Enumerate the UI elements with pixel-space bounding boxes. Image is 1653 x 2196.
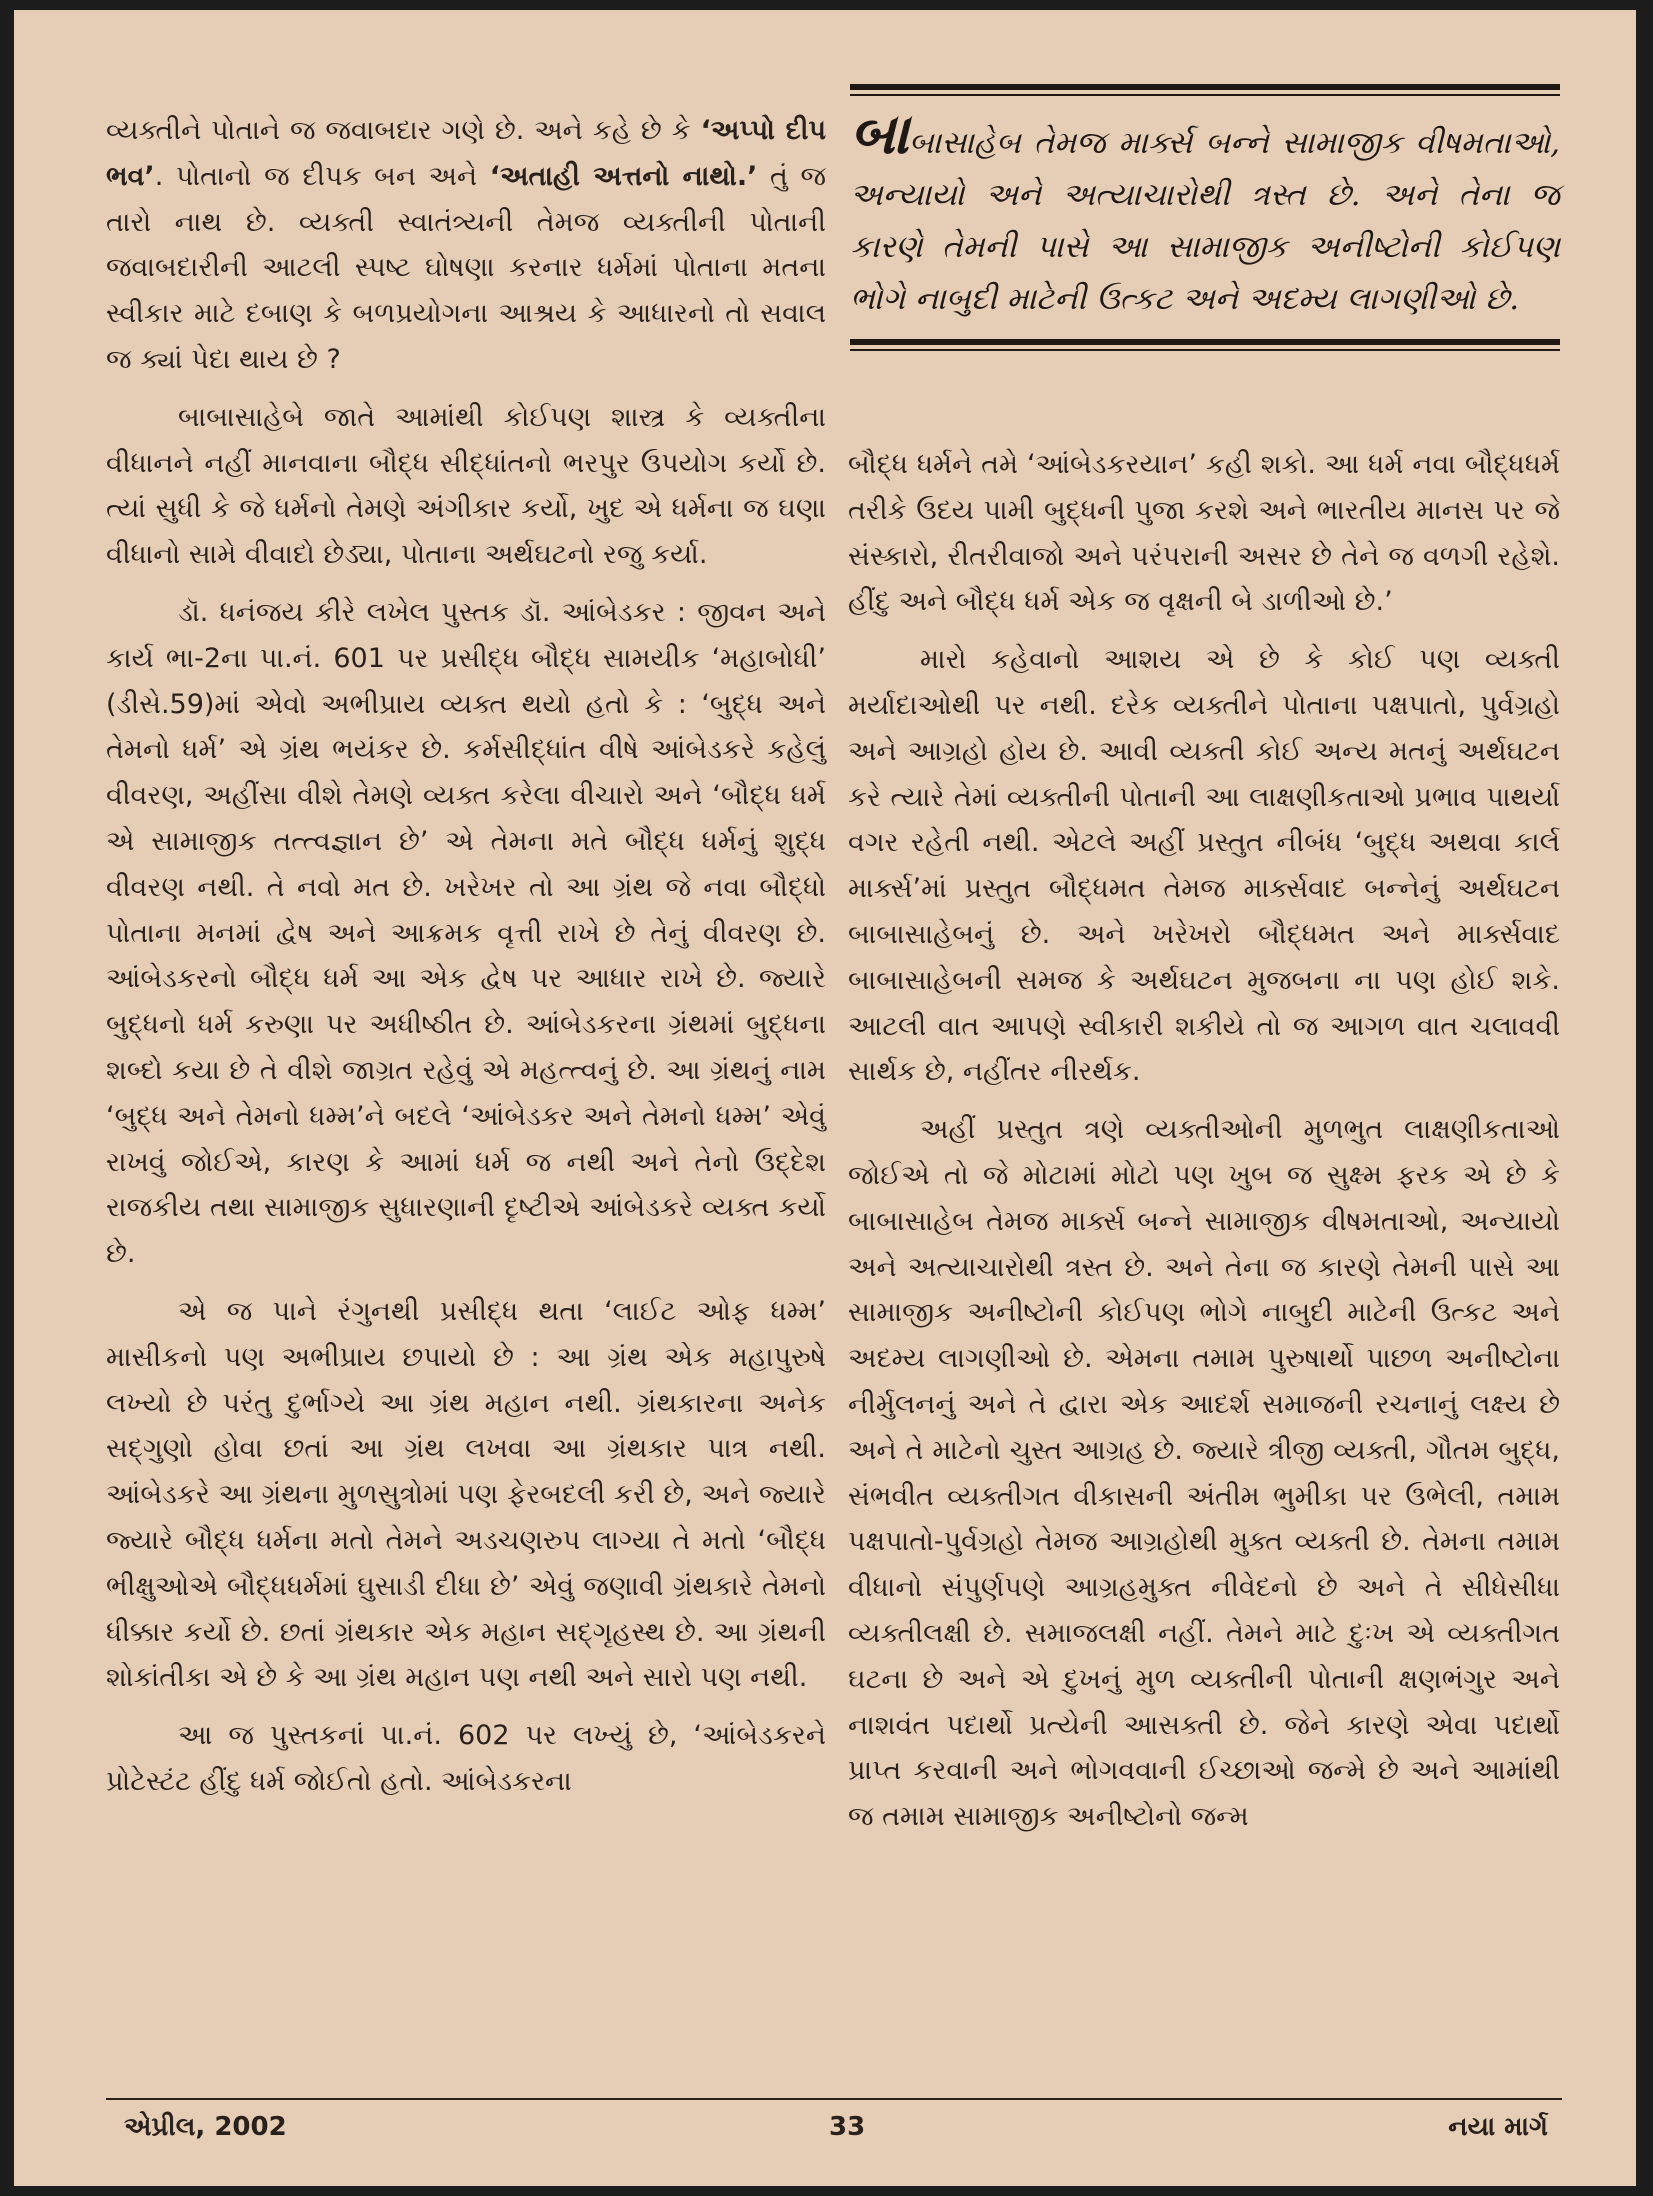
- magazine-page: [14, 10, 1636, 2186]
- pull-quote-dropcap: બા: [850, 101, 909, 167]
- pull-quote-rule-top-thin: [850, 94, 1560, 96]
- left-column-paragraph: [106, 395, 826, 578]
- bold-quote: ‘અતાહી અત્તનો નાથો.’: [489, 160, 758, 192]
- page-number: 33: [829, 2112, 866, 2142]
- text-segment: તું જ તારો નાથ છે. વ્યક્તી સ્વાતંત્ર્યની તેમજ વ્યક્તીની પોતાની જવાબદારીની આટલી સ્પષ્ટ ઘોષણા કરનાર ધર્મમાં પોતાના મતના સ્વીકાર માટે દબાણ કે બળપ્રયોગના આશ્રય કે આધારનો તો સવાલ જ ક્યાં પેદા થાય છે ?: [106, 160, 826, 375]
- text-segment: એ જ પાને રંગુનથી પ્રસીદ્ધ થતા ‘લાઈટ ઓફ ધમ્મ’ માસીકનો પણ અભીપ્રાય છપાયો છે : આ ગ્રંથ એક મહાપુરુષે લખ્યો છે પરંતુ દુર્ભાગ્યે આ ગ્રંથ મહાન નથી. ગ્રંથકારના અનેક સદ્‌ગુણો હોવા છતાં આ ગ્રંથ લખવા આ ગ્રંથકાર પાત્ર નથી. આંબેડકરે આ ગ્રંથના મુળસુત્રોમાં પણ ફેરબદલી કરી છે, અને જ્યારે જ્યારે બૌદ્ધ ધર્મના મતો તેમને અડચણરુપ લાગ્યા તે મતો ‘બૌદ્ધ ભીક્ષુઓએ બૌદ્ધધર્મમાં ઘુસાડી દીધા છે’ એવું જણાવી ગ્રંથકારે તેમનો ધીક્કાર કર્યો છે. છતાં ગ્રંથકાર એક મહાન સદ્‌ગૃહસ્થ છે. આ ગ્રંથની શોકાંતીકા એ છે કે આ ગ્રંથ મહાન પણ નથી અને સારો પણ નથી.: [106, 1295, 826, 1694]
- text-segment: અહીં પ્રસ્તુત ત્રણે વ્યક્તીઓની મુળભુત લાક્ષણીકતાઓ જોઈએ તો જે મોટામાં મોટો પણ ખુબ જ સુક્ષ્મ ફરક એ છે કે બાબાસાહેબ તેમજ માર્ક્સ બન્ને સામાજીક વીષમતાઓ, અન્યાયો અને અત્યાચારોથી ત્રસ્ત છે. અને તેના જ કારણે તેમની પાસે આ સામાજીક અનીષ્ટોની કોઈપણ ભોગે નાબુદી માટેની ઉત્કટ અને અદમ્ય લાગણીઓ છે. એમના તમામ પુરુષાર્થો પાછળ અનીષ્ટોના નીર્મુલનનું અને તે દ્વારા એક આદર્શ સમાજની રચનાનું લક્ષ્ય છે અને તે માટેનો ચુસ્ત આગ્રહ છે. જ્યારે ત્રીજી વ્યક્તી, ગૌતમ બુદ્ધ, સંભવીત વ્યક્તીગત વીકાસની અંતીમ ભુમીકા પર ઉભેલી, તમામ પક્ષપાતો-પુર્વગ્રહો તેમજ આગ્રહોથી મુક્ત વ્યક્તી છે. તેમના તમામ વીધાનો સંપુર્ણપણે આગ્રહમુક્ત નીવેદનો છે અને તે સીધેસીધા વ્યક્તીલક્ષી છે. સમાજલક્ષી નહીં. તેમને માટે દુઃખ એ વ્યક્તીગત ઘટના છે અને એ દુખનું મુળ વ્યક્તીની પોતાની ક્ષણભંગુર અને નાશવંત પદાર્થો પ્રત્યેની આસક્તી છે. જેને કારણે એવા પદાર્થો પ્રાપ્ત કરવાની અને ભોગવવાની ઈચ્છાઓ જન્મે છે અને આમાંથી જ તમામ સામાજીક અનીષ્ટોનો જન્મ: [848, 1114, 1560, 1833]
- magazine-name: નયા માર્ગ: [1448, 2112, 1548, 2142]
- right-column-paragraph: [848, 637, 1560, 1095]
- right-column: [848, 442, 1560, 2186]
- text-segment: મારો કહેવાનો આશય એ છે કે કોઈ પણ વ્યક્તી મર્યાદાઓથી પર નથી. દરેક વ્યક્તીને પોતાના પક્ષપાતો, પુર્વગ્રહો અને આગ્રહો હોય છે. આવી વ્યક્તી કોઈ અન્ય મતનું અર્થઘટન કરે ત્યારે તેમાં વ્યક્તીની પોતાની આ લાક્ષણીકતાઓ પ્રભાવ પાથર્યા વગર રહેતી નથી. એટલે અહીં પ્રસ્તુત નીબંધ ‘બુદ્ધ અથવા કાર્લ માર્ક્સ’માં પ્રસ્તુત બૌદ્ધમત તેમજ માર્ક્સવાદ બન્નેનું અર્થઘટન બાબાસાહેબનું છે. અને ખરેખરો બૌદ્ધમત અને માર્ક્સવાદ બાબાસાહેબની સમજ કે અર્થઘટન મુજબના ના પણ હોઈ શકે. આટલી વાત આપણે સ્વીકારી શકીયે તો જ આગળ વાત ચલાવવી સાર્થક છે, નહીંતર નીરર્થક.: [848, 644, 1560, 1088]
- right-column-paragraph: [848, 442, 1560, 625]
- right-column-paragraph: [848, 1107, 1560, 1840]
- pull-quote-rule-bottom: [850, 339, 1560, 345]
- bold-quote: ‘અપ્પો દીપ ભવ’: [106, 115, 827, 192]
- footer-date: એપ્રીલ, 2002: [124, 2112, 287, 2142]
- footer-divider: [106, 2098, 1562, 2100]
- left-column-paragraph: [106, 1713, 826, 1805]
- pull-quote: [850, 84, 1560, 351]
- text-segment: . પોતાનો જ દીપક બન અને: [154, 160, 490, 192]
- left-column-paragraph: [106, 1289, 826, 1701]
- left-column: [106, 108, 826, 2168]
- pull-quote-rule-bottom-thin: [850, 349, 1560, 351]
- pull-quote-rule-top: [850, 84, 1560, 90]
- text-segment: ડૉ. ધનંજય કીરે લખેલ પુસ્તક ડૉ. આંબેડકર : જીવન અને કાર્ય ભા-2ના પા.નં. 601 પર પ્રસીદ્ધ બૌદ્ધ સામયીક ‘મહાબોધી’ (ડીસે.59)માં એવો અભીપ્રાય વ્યક્ત થયો હતો કે : ‘બુદ્ધ અને તેમનો ધર્મ’ એ ગ્રંથ ભયંકર છે. કર્મસીદ્ધાંત વીષે આંબેડકરે કહેલું વીવરણ, અહીંસા વીશે તેમણે વ્યક્ત કરેલા વીચારો અને ‘બૌદ્ધ ધર્મ એ સામાજીક તત્ત્વજ્ઞાન છે’ એ તેમના મતે બૌદ્ધ ધર્મનું શુદ્ધ વીવરણ નથી. તે નવો મત છે. ખરેખર તો આ ગ્રંથ જે નવા બૌદ્ધો પોતાના મનમાં દ્વેષ અને આક્રમક વૃત્તી રાખે છે તેનું વીવરણ છે. આંબેડકરનો બૌદ્ધ ધર્મ આ એક દ્વેષ પર આધાર રાખે છે. જ્યારે બુદ્ધનો ધર્મ કરુણા પર અધીષ્ઠીત છે. આંબેડકરના ગ્રંથમાં બુદ્ધના શબ્દો કયા છે તે વીશે જાગ્રત રહેવું એ મહત્ત્વનું છે. આ ગ્રંથનું નામ ‘બુદ્ધ અને તેમનો ધમ્મ’ને બદલે ‘આંબેડકર અને તેમનો ધમ્મ’ એવું રાખવું જોઈએ, કારણ કે આમાં ધર્મ જ નથી અને તેનો ઉદ્દેશ રાજકીય તથા સામાજીક સુધારણાની દૃષ્ટીએ આંબેડકરે વ્યક્ત કર્યો છે.: [106, 596, 826, 1270]
- text-segment: બૌદ્ધ ધર્મને તમે ‘આંબેડકરયાન’ કહી શકો. આ ધર્મ નવા બૌદ્ધધર્મ તરીકે ઉદય પામી બુદ્ધની પુજા કરશે અને ભારતીય માનસ પર જે સંસ્કારો, રીતરીવાજો અને પરંપરાની અસર છે તેને જ વળગી રહેશે. હીંદુ અને બૌદ્ધ ધર્મ એક જ વૃક્ષની બે ડાળીઓ છે.’: [848, 449, 1560, 618]
- pull-quote-text: [850, 101, 1560, 325]
- text-segment: વ્યક્તીને પોતાને જ જવાબદાર ગણે છે. અને કહે છે કે: [106, 115, 701, 146]
- text-segment: બાબાસાહેબે જાતે આમાંથી કોઈપણ શાસ્ત્ર કે વ્યક્તીના વીધાનને નહીં માનવાના બૌદ્ધ સીદ્ધાંતનો ભરપુર ઉપયોગ કર્યો છે. ત્યાં સુધી કે જે ધર્મનો તેમણે અંગીકાર કર્યો, ખુદ એ ધર્મના જ ઘણા વીધાનો સામે વીવાદો છેડ્યા, પોતાના અર્થઘટનો રજુ કર્યા.: [106, 401, 826, 571]
- left-column-paragraph: [106, 590, 826, 1277]
- text-segment: આ જ પુસ્તકનાં પા.નં. 602 પર લખ્યું છે, ‘આંબેડકરને પ્રોટેસ્ટંટ હીંદુ ધર્મ જોઈતો હતો. આંબેડકરના: [106, 1720, 826, 1797]
- left-column-paragraph: [106, 108, 826, 383]
- pull-quote-body: બાસાહેબ તેમજ માર્ક્સ બન્ને સામાજીક વીષમતાઓ, અન્યાયો અને અત્યાચારોથી ત્રસ્ત છે. અને તેના જ કારણે તેમની પાસે આ સામાજીક અનીષ્ટોની કોઈપણ ભોગે નાબુદી માટેની ઉત્કટ અને અદમ્ય લાગણીઓ છે.: [850, 125, 1560, 317]
